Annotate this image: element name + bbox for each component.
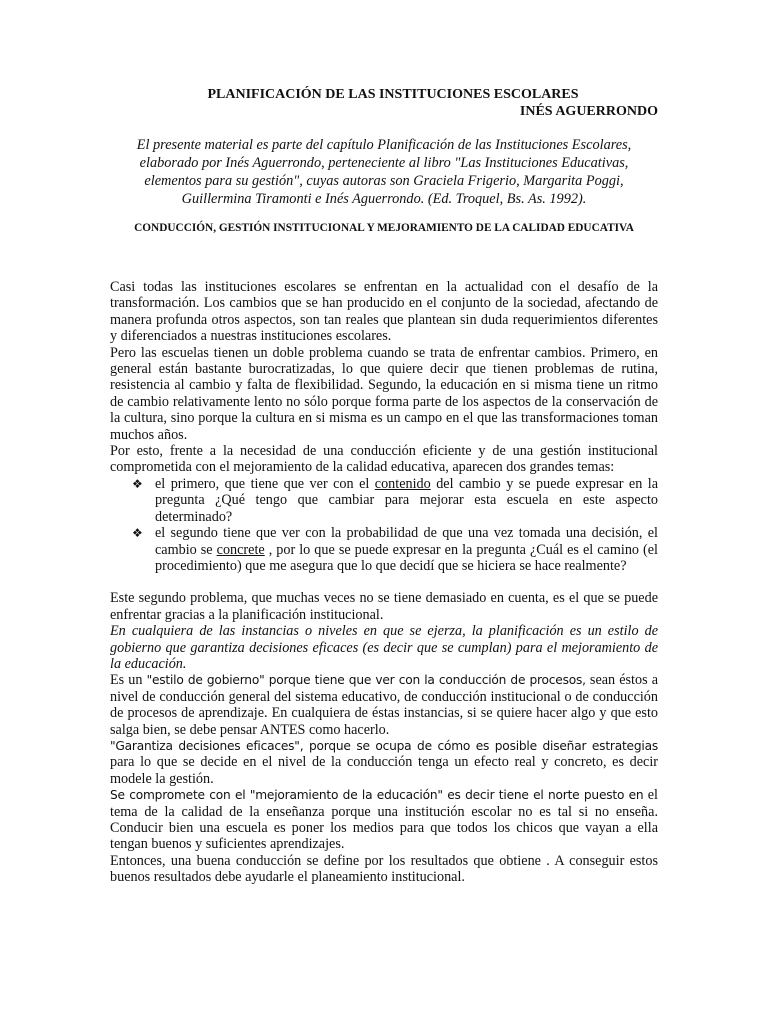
paragraph: Por esto, frente a la necesidad de una conducción eficiente y de una gestión institucional comprometida con el mejoramiento de la calidad educativa, aparecen dos grandes temas:	[110, 443, 658, 476]
body-text	[110, 279, 658, 886]
document-title	[110, 86, 658, 120]
paragraph: Este segundo problema, que muchas veces no se tiene demasiado en cuenta, es el que se puede enfrentar gracias a la planificación institucional.	[110, 590, 658, 623]
paragraph: Es un "estilo de gobierno" porque tiene que ver con la conducción de procesos, sean éstos a nivel de conducción general del sistema educativo, de conducción institucional o de conducción de procesos de aprendizaje. En cualquiera de éstas instancias, si se quiere hacer algo y que esto salga bien, se debe pensar ANTES como hacerlo.	[110, 672, 659, 738]
bullet-list	[110, 476, 658, 574]
spacer	[110, 574, 658, 590]
title-line: PLANIFICACIÓN DE LAS INSTITUCIONES ESCOLARES	[207, 87, 579, 102]
paragraph: "Garantiza decisiones eficaces", porque se ocupa de cómo es posible diseñar estrategias para lo que se decide en el nivel de la conducción tenga un efecto real y concreto, es decir modele la gestión.	[110, 738, 658, 787]
list-item: ❖ el segundo tiene que ver con la probabilidad de que una vez tomada una decisión, el cambio se concrete , por lo que se puede expresar en la pregunta ¿Cuál es el camino (el procedimiento) que me asegura que lo que decidí que se hiciera se hace realmente?	[132, 525, 659, 574]
document-page	[110, 0, 658, 1024]
paragraph: Entonces, una buena conducción se define por los resultados que obtiene . A conseguir estos buenos resultados debe ayudarle el planeamiento institucional.	[110, 852, 658, 886]
list-item: ❖ el primero, que tiene que ver con el contenido del cambio y se puede expresar en la pregunta ¿Qué tengo que cambiar para mejorar esta escuela en este aspecto determinado?	[132, 475, 658, 525]
paragraph: Se compromete con el "mejoramiento de la educación" es decir tiene el norte puesto en el tema de la calidad de la enseñanza porque una institución escolar no es tal si no enseña. Conducir bien una escuela es poner los medios para que todos los chicos que vayan a ella tengan buenos y suficientes aprendizajes.	[110, 787, 658, 853]
diamond-four-icon: ❖	[132, 476, 143, 491]
paragraph: Casi todas las instituciones escolares se enfrentan en la actualidad con el desafío de la transformación. Los cambios que se han producido en el conjunto de la sociedad, afectando de manera profunda otros aspectos, son tan reales que plantean sin duda requerimientos diferentes y diferenciados a nuestras instituciones escolares.	[110, 279, 658, 345]
underlined-word: concrete	[216, 541, 265, 558]
author-line: INÉS AGUERRONDO	[519, 104, 658, 119]
intro-note: El presente material es parte del capítulo Planificación de las Instituciones Escolares, elaborado por Inés Aguerrondo, perteneciente al libro "Las Instituciones Educativas, elementos para su gestión", cuyas autoras son Graciela Frigerio, Margarita Poggi, Guillermina Tiramonti e Inés Aguerrondo. (Ed. Troquel, Bs. As. 1992).	[136, 137, 632, 207]
underlined-word: contenido	[374, 475, 431, 492]
paragraph: Pero las escuelas tienen un doble problema cuando se trata de enfrentar cambios. Primero, en general están bastante burocratizadas, lo que quiere decir que tienen problemas de rutina, resistencia al cambio y falta de flexibilidad. Segundo, la educación en si misma tiene un ritmo de cambio relativamente lento no sólo porque forma parte de los aspectos de la conservación de la cultura, sino porque la cultura en si misma es un campo en el que las transformaciones toman muchos años.	[110, 344, 658, 443]
paragraph-italic: En cualquiera de las instancias o niveles en que se ejerza, la planificación es un estilo de gobierno que garantiza decisiones eficaces (es decir que se cumplan) para el mejoramiento de la educación.	[110, 623, 658, 672]
diamond-four-icon: ❖	[132, 526, 143, 541]
section-heading: CONDUCCIÓN, GESTIÓN INSTITUCIONAL Y MEJORAMIENTO DE LA CALIDAD EDUCATIVA	[134, 222, 634, 234]
